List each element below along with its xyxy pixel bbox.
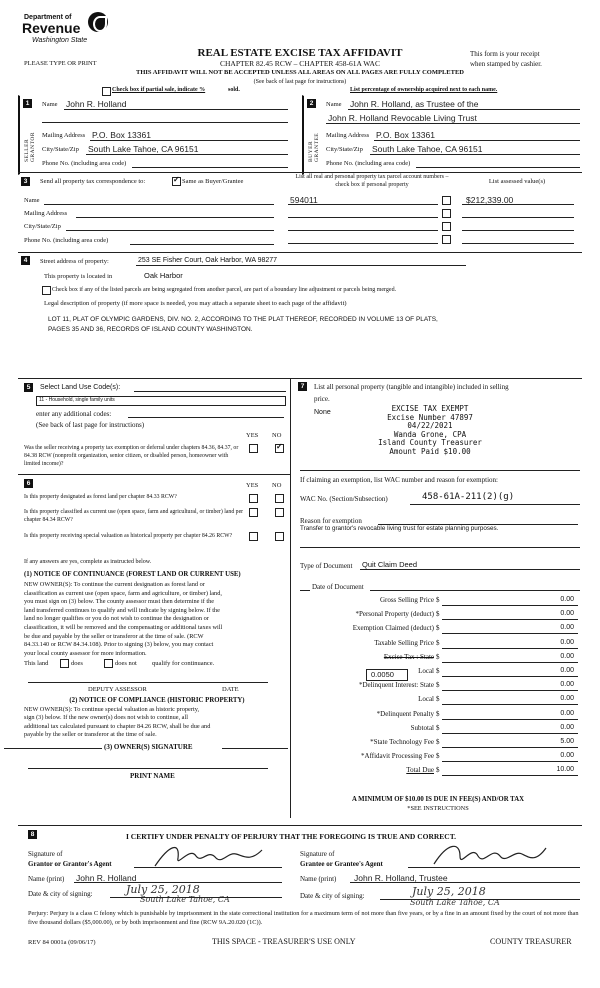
- tax-row-label: Local: [418, 695, 434, 704]
- owner-sig-line-right: [222, 748, 288, 749]
- assessed-line-4: [462, 243, 574, 244]
- local-rate: 0.0050: [371, 670, 394, 679]
- tax-row-label: *Delinquent Interest: State: [358, 681, 434, 690]
- parcel-line-3: [288, 230, 438, 231]
- tax-row-line: [442, 633, 578, 634]
- grantor-date: July 25, 2018: [126, 883, 200, 896]
- tax-row-label: Local: [418, 667, 434, 675]
- parcel-line-1: [288, 204, 438, 205]
- grantee-name-print-label: Name (print): [300, 875, 337, 883]
- section-4-number: 4: [21, 256, 30, 265]
- tax-row: [300, 766, 582, 778]
- s5-yes: YES: [246, 432, 259, 439]
- buyer-section: [302, 95, 585, 175]
- tax-row-line: [442, 619, 578, 620]
- segregated-checkbox[interactable]: [42, 286, 51, 295]
- notice1-i: your local county assessor for more information.: [24, 649, 147, 657]
- tax-row: [300, 724, 582, 736]
- receipt-note-1: This form is your receipt: [470, 50, 540, 58]
- tax-row-line: [442, 775, 578, 776]
- tax-row-label: Subtotal: [410, 723, 434, 732]
- parcel-line-4: [288, 243, 438, 244]
- seller-mailing-label: Mailing Address: [42, 132, 86, 139]
- grantor-date-label: Date & city of signing:: [28, 890, 93, 898]
- grantee-signature: [430, 838, 550, 872]
- forest-yes-checkbox[interactable]: [249, 494, 258, 503]
- dept-line3: Washington State: [32, 37, 88, 44]
- tax-row-value: 5.00: [560, 738, 574, 745]
- sold-label: sold.: [228, 87, 240, 93]
- buyer-city-label: City/State/Zip: [326, 146, 363, 153]
- tax-row-dollar: $: [436, 667, 440, 675]
- tax-row-line: [442, 605, 578, 606]
- certify-statement: I CERTIFY UNDER PENALTY OF PERJURY THAT THE FOREGOING IS TRUE AND CORRECT.: [126, 832, 457, 841]
- tax-row-value: 0.00: [560, 610, 574, 618]
- form-title: REAL ESTATE EXCISE TAX AFFIDAVIT: [197, 47, 403, 59]
- s3-mailing-line: [76, 217, 274, 218]
- section-5-number: 5: [24, 383, 33, 392]
- seller-name: John R. Holland: [66, 99, 127, 109]
- notice1-e: land no longer qualifies or you do not wish to continue the designation or: [24, 615, 209, 623]
- notice-continuance-title: (1) NOTICE OF CONTINUANCE (FOREST LAND OR CURRENT USE): [24, 571, 241, 578]
- section-4-top-rule: [18, 252, 582, 253]
- county-treasurer: COUNTY TREASURER: [490, 937, 572, 946]
- seller-city: South Lake Tahoe, CA 96151: [88, 144, 199, 154]
- buyer-city: South Lake Tahoe, CA 96151: [372, 144, 483, 154]
- tax-row-label: *Delinquent Penalty: [376, 709, 434, 718]
- buyer-side-label: BUYER GRANTEE: [308, 132, 320, 162]
- parcel-number: 594011: [290, 195, 318, 205]
- buyer-mailing: P.O. Box 13361: [376, 130, 435, 140]
- historic-no-checkbox[interactable]: [275, 532, 284, 541]
- form-revision: REV 84 0001a (09/06/17): [28, 939, 96, 946]
- tax-row-label: Excise Tax : State: [383, 652, 434, 661]
- seller-section: [18, 95, 293, 175]
- tax-row-dollar: $: [436, 752, 440, 761]
- grantee-city: South Lake Tahoe, CA: [410, 898, 500, 907]
- tax-row: [300, 681, 582, 693]
- grantee-sig-label-1: Signature of: [300, 850, 335, 858]
- buyer-name-line: [348, 109, 580, 110]
- dor-logo-swoosh-icon: [93, 16, 107, 32]
- notice-compliance-title: (2) NOTICE OF COMPLIANCE (HISTORIC PROPERTY): [69, 697, 245, 704]
- tax-row-label: *Affidavit Processing Fee: [361, 752, 434, 761]
- buyer-name-2: John R. Holland Revocable Living Trust: [328, 113, 477, 123]
- legal-line-1: LOT 11, PLAT OF OLYMPIC GARDENS, DIV. NO. 2, ACCORDING TO THE PLAT THEREOF, RECORDED IN VOLUME 13 OF PLATS,: [48, 316, 438, 323]
- stamp-line-4: Wanda Grone, CPA: [393, 429, 467, 439]
- tax-row-label: Total Due: [406, 766, 434, 775]
- tax-row-dollar: $: [436, 624, 440, 633]
- notice2-a: NEW OWNER(S): To continue special valuation as historic property,: [24, 706, 200, 713]
- does-not-label: does not: [115, 660, 137, 667]
- buyer-name-1: John R. Holland, as Trustee of the: [350, 99, 479, 109]
- tax-row: [300, 639, 582, 651]
- reason-line-2: [300, 547, 580, 548]
- doc-type-line: [360, 569, 580, 570]
- s5-no-checkbox[interactable]: [275, 444, 284, 453]
- current-use-question: Is this property classified as current use (open space, farm and agricultural, or timber) land per chapter 84.34 RCW?: [24, 509, 244, 523]
- notice1-d: land transferred continues to qualify and will indicate by signing below. If the: [24, 606, 220, 614]
- tax-row: [300, 596, 582, 608]
- send-correspondence-label: Send all property tax correspondence to:: [40, 178, 146, 185]
- local-rate-box[interactable]: [366, 669, 408, 681]
- tax-row-dollar: $: [436, 738, 440, 746]
- exempt-stamp: [360, 405, 500, 456]
- tax-row-value: 0.00: [560, 752, 574, 760]
- grantee-date: July 25, 2018: [412, 885, 486, 898]
- grantee-name-print: John R. Holland, Trustee: [354, 873, 448, 883]
- seller-mailing-line: [90, 140, 288, 141]
- located-label: This property is located in: [44, 273, 113, 280]
- notice1-g: be due and payable by the seller or transferor at the time of sale. (RCW: [24, 632, 204, 640]
- tax-row-value: 0.00: [560, 667, 574, 674]
- parcel-line-2: [288, 217, 438, 218]
- parcel-2-personal-checkbox[interactable]: [442, 209, 451, 218]
- tax-row-label: Taxable Selling Price: [374, 638, 434, 647]
- s3-phone-line: [130, 244, 274, 245]
- grantor-signature-stroke: [155, 848, 262, 866]
- date-doc-line-left: [300, 590, 310, 591]
- historic-yes-checkbox[interactable]: [249, 532, 258, 541]
- grantee-agent-label: Grantee or Grantee's Agent: [300, 860, 383, 868]
- notice1-c: you must sign on (3) below. The county assessor must then determine if the: [24, 598, 215, 606]
- grantor-date-line: [110, 897, 282, 898]
- wac-label: WAC No. (Section/Subsection): [300, 495, 388, 503]
- s3-mailing-label: Mailing Address: [24, 210, 68, 217]
- buyer-name-label: Name: [326, 101, 342, 108]
- parcel-3-personal-checkbox[interactable]: [442, 222, 451, 231]
- does-not-checkbox[interactable]: [104, 659, 113, 668]
- reason-text: Transfer to grantor's revocable living trust for estate planning purposes.: [300, 525, 499, 532]
- forest-no-checkbox[interactable]: [275, 494, 284, 503]
- notice2-b: sign (3) below. If the new owner(s) does not wish to continue, all: [24, 714, 188, 722]
- seller-phone-label: Phone No. (including area code): [42, 160, 127, 167]
- buyer-mailing-label: Mailing Address: [326, 132, 370, 139]
- seller-name-line-2: [42, 122, 288, 123]
- this-land-label: This land: [24, 660, 49, 667]
- tax-row-value: 0.00: [560, 638, 574, 646]
- section-8-number: 8: [28, 830, 37, 839]
- additional-codes-line: [128, 417, 284, 418]
- tax-row: [300, 653, 582, 665]
- does-label: does: [71, 660, 83, 667]
- grantor-city: South Lake Tahoe, CA: [140, 895, 230, 904]
- tax-calculation-table: [300, 596, 582, 782]
- tax-row-dollar: $: [436, 596, 440, 604]
- minimum-note-1: A MINIMUM OF $10.00 IS DUE IN FEE(S) AND/OR TAX: [351, 796, 525, 803]
- tax-row: [300, 667, 582, 679]
- section-2-number: 2: [307, 99, 316, 108]
- forest-question: Is this property designated as forest land per chapter 84.33 RCW?: [24, 494, 177, 500]
- tax-row-dollar: $: [436, 695, 440, 704]
- receipt-note-2: when stamped by cashier.: [470, 60, 542, 68]
- date-doc-label: Date of Document: [312, 583, 364, 591]
- warning: THIS AFFIDAVIT WILL NOT BE ACCEPTED UNLESS ALL AREAS ON ALL PAGES ARE FULLY COMPLETED: [136, 69, 464, 76]
- notice1-h: 84.33.140 or RCW 84.34.108). Prior to signing (3) below, you may contact: [24, 641, 214, 649]
- print-name-label: PRINT NAME: [130, 772, 175, 780]
- notice2-c: additional tax calculated pursuant to chapter 84.26 RCW, shall be due and: [24, 722, 211, 730]
- stamp-line-3: 04/22/2021: [407, 421, 453, 430]
- current-use-yes-checkbox[interactable]: [249, 508, 258, 517]
- personal-property-title-2: price.: [314, 395, 330, 403]
- treasurer-space: THIS SPACE - TREASURER'S USE ONLY: [212, 937, 356, 946]
- grantee-name-line: [350, 882, 580, 883]
- tax-row-line: [442, 662, 578, 663]
- assessed-line-1: [462, 204, 574, 205]
- seller-city-line: [86, 154, 288, 155]
- deputy-label: DEPUTY ASSESSOR: [88, 686, 147, 693]
- tax-row-line: [442, 761, 578, 762]
- section-6-number: 6: [24, 479, 33, 488]
- stamp-line-6: Amount Paid $10.00: [389, 446, 471, 456]
- deputy-line: [28, 682, 268, 683]
- tax-row-value: 0.00: [560, 624, 574, 632]
- buyer-phone-line: [416, 167, 580, 168]
- grantor-name-print-label: Name (print): [28, 875, 65, 883]
- tax-row: [300, 695, 582, 707]
- tax-row-label: *State Technology Fee: [370, 738, 434, 746]
- perjury-note: Perjury: Perjury is a class C felony which is punishable by imprisonment in the state correctional institution for a maximum term of not more than five years, or by a fine in an amount fixed by the court of not more than five thousand dollars ($5,000.00), or by both imprisonment and fine (RCW 9A.20.020 (1C)).: [28, 910, 579, 926]
- wac-number: 458-61A-211(2)(g): [422, 492, 515, 502]
- tax-row-dollar: $: [436, 652, 440, 661]
- section-3-number: 3: [21, 177, 30, 186]
- doc-type: Quit Claim Deed: [362, 560, 418, 569]
- legal-label: Legal description of property (if more space is needed, you may attach a separate sheet to each page of the affidavit): [44, 300, 347, 307]
- dor-logo: [22, 12, 122, 48]
- owner-sig-label: (3) OWNER(S) SIGNATURE: [104, 743, 193, 751]
- tax-row-label: Exemption Claimed (deduct): [352, 624, 434, 633]
- grantee-date-label: Date & city of signing:: [300, 892, 365, 900]
- section-5-top-rule: [18, 378, 582, 379]
- dept-line2: Revenue: [22, 20, 81, 36]
- tax-row-dollar: $: [436, 723, 440, 732]
- seller-side-label: SELLER GRANTOR: [24, 132, 36, 162]
- tax-row-dollar: $: [436, 610, 440, 619]
- grantor-sig-label-1: Signature of: [28, 850, 63, 858]
- tax-row: [300, 624, 582, 636]
- tax-row-value: 0.00: [560, 695, 574, 703]
- reason-label: Reason for exemption: [300, 517, 362, 525]
- s5-yes-checkbox[interactable]: [249, 444, 258, 453]
- s3-name-label: Name: [24, 197, 40, 204]
- please-type: PLEASE TYPE OR PRINT: [24, 60, 97, 67]
- s6-yes: YES: [246, 482, 259, 489]
- qualify-label: qualify for continuance.: [152, 660, 215, 667]
- print-name-line: [28, 768, 268, 769]
- notice1-a: NEW OWNER(S): To continue the current designation as forest land or: [24, 581, 205, 588]
- ownership-note: List percentage of ownership acquired next to each name.: [350, 87, 498, 93]
- tax-row-line: [442, 676, 578, 677]
- seller-name-line: [64, 109, 288, 110]
- column-divider: [290, 378, 291, 818]
- tax-row: [300, 610, 582, 622]
- tax-row-line: [442, 648, 578, 649]
- tax-row-value: 0.00: [560, 709, 574, 717]
- does-checkbox[interactable]: [60, 659, 69, 668]
- minimum-note-2: *SEE INSTRUCTIONS: [407, 805, 469, 812]
- s3-name-line: [44, 204, 274, 205]
- tax-row-line: [442, 733, 578, 734]
- tax-row-value: 0.00: [560, 723, 574, 731]
- land-use-see-back: (See back of last page for instructions): [36, 421, 145, 429]
- s5-no: NO: [272, 432, 282, 439]
- form-chapters: CHAPTER 82.45 RCW – CHAPTER 458-61A WAC: [220, 59, 380, 68]
- grantor-agent-label: Grantor or Grantor's Agent: [28, 860, 112, 868]
- tax-row-dollar: $: [436, 709, 440, 718]
- tax-row-line: [442, 704, 578, 705]
- section-7-number: 7: [298, 382, 307, 391]
- land-use-code: 11 - Household, single family units: [39, 397, 115, 403]
- tax-row-label: Gross Selling Price: [379, 596, 434, 604]
- dept-line1: Department of: [24, 14, 72, 21]
- personal-property-title-1: List all personal property (tangible and intangible) included in selling: [314, 383, 509, 391]
- s3-city-label: City/State/Zip: [24, 223, 61, 230]
- notice2-d: payable by the seller or transferor at the time of sale.: [24, 731, 157, 739]
- tax-row-dollar: $: [436, 681, 440, 690]
- tax-row-line: [442, 690, 578, 691]
- seller-phone-line: [132, 167, 288, 168]
- section-8-top-rule: [18, 825, 582, 826]
- exemption-question: Was the seller receiving a property tax exemption or deferral under chapters 84.36, 84.37, or 84.38 RCW (nonprofit organization, senior citizen, or disabled person, homeowner with limited income)?: [24, 445, 239, 467]
- owner-sig-line-left: [4, 748, 102, 749]
- land-use-code-field[interactable]: [36, 396, 286, 406]
- s6-no: NO: [272, 482, 282, 489]
- partial-sale-label: Check box if partial sale, indicate %: [112, 87, 206, 93]
- notice-continuance-body: [24, 581, 290, 658]
- parcel-1-personal-checkbox[interactable]: [442, 196, 451, 205]
- stamp-line-5: Island County Treasurer: [378, 438, 482, 447]
- tax-row: [300, 752, 582, 764]
- land-use-title: Select Land Use Code(s):: [40, 384, 121, 391]
- street-address: 253 SE Fisher Court, Oak Harbor, WA 98277: [138, 257, 278, 264]
- historic-question: Is this property receiving special valuation as historical property per chapter 84.26 RCW?: [24, 533, 233, 539]
- seller-mailing: P.O. Box 13361: [92, 130, 151, 140]
- parcel-4-personal-checkbox[interactable]: [442, 235, 451, 244]
- tax-row-value: 10.00: [556, 766, 574, 774]
- personal-property-none: None: [314, 409, 331, 416]
- tax-row-value: 0.00: [560, 652, 574, 660]
- legal-line-2: PAGES 35 AND 36, RECORDS OF ISLAND COUNTY WASHINGTON.: [48, 326, 253, 333]
- assessed-value: $212,339.00: [466, 195, 514, 205]
- date-label: DATE: [222, 686, 239, 693]
- date-doc-line: [370, 590, 580, 591]
- tax-row-value: 0.00: [560, 596, 574, 603]
- tax-row-line: [442, 747, 578, 748]
- wac-line: [410, 504, 580, 505]
- same-as-buyer-checkbox[interactable]: [172, 177, 181, 186]
- land-use-title-line: [134, 391, 286, 392]
- located-city: Oak Harbor: [144, 271, 183, 280]
- tax-row-dollar: $: [436, 766, 440, 775]
- stamp-line-2: Excise Number 47897: [387, 412, 473, 422]
- seller-name-label: Name: [42, 101, 58, 108]
- buyer-phone-label: Phone No. (including area code): [326, 160, 411, 167]
- grantor-signature: [150, 838, 270, 872]
- tax-row-line: [442, 719, 578, 720]
- section-1-number: 1: [23, 99, 32, 108]
- tax-row: [300, 738, 582, 750]
- street-line: [136, 265, 466, 266]
- same-as-buyer-label: Same as Buyer/Grantee: [182, 178, 244, 185]
- notice1-b: classification as current use (open space, farm and agriculture, or timber) land,: [24, 589, 222, 597]
- stamp-line-1: EXCISE TAX EXEMPT: [391, 404, 469, 413]
- current-use-no-checkbox[interactable]: [275, 508, 284, 517]
- buyer-name-line-2: [326, 123, 580, 124]
- tax-row-label: *Personal Property (deduct): [355, 610, 434, 619]
- segregated-note: Check box if any of the listed parcels are being segregated from another parcel, are part of a boundary line adjustment or parcels being merged.: [52, 287, 397, 293]
- notice-compliance-body: [24, 706, 290, 740]
- street-label: Street address of property:: [40, 258, 109, 265]
- tax-row-dollar: $: [436, 638, 440, 647]
- assessed-header: List assessed value(s): [488, 178, 546, 185]
- grantor-name-print: John R. Holland: [76, 873, 137, 883]
- if-yes-note: If any answers are yes, complete as instructed below.: [24, 559, 152, 565]
- s3-city-line: [66, 230, 274, 231]
- buyer-mailing-line: [374, 140, 580, 141]
- grantee-signature-stroke: [434, 846, 546, 864]
- s7-rule-1: [300, 470, 580, 471]
- see-back-instructions: (See back of last page for instructions): [253, 79, 347, 85]
- claiming-exemption: If claiming an exemption, list WAC number and reason for exemption:: [300, 476, 498, 484]
- buyer-city-line: [370, 154, 580, 155]
- seller-city-label: City/State/Zip: [42, 146, 79, 153]
- doc-type-label: Type of Document: [300, 562, 353, 570]
- additional-codes-label: enter any additional codes:: [36, 410, 112, 418]
- parcel-header: List all real and personal property tax parcel account numbers – check box if personal property: [295, 174, 449, 188]
- tax-row: [300, 710, 582, 722]
- notice1-f: classification, it will be removed and the compensating or additional taxes will: [24, 623, 223, 631]
- section-6-top-rule: [18, 474, 290, 475]
- grantee-date-line: [380, 899, 580, 900]
- tax-row-value: 0.00: [560, 681, 574, 689]
- assessed-line-2: [462, 217, 574, 218]
- s3-phone-label: Phone No. (including area code): [24, 237, 109, 244]
- assessed-line-3: [462, 230, 574, 231]
